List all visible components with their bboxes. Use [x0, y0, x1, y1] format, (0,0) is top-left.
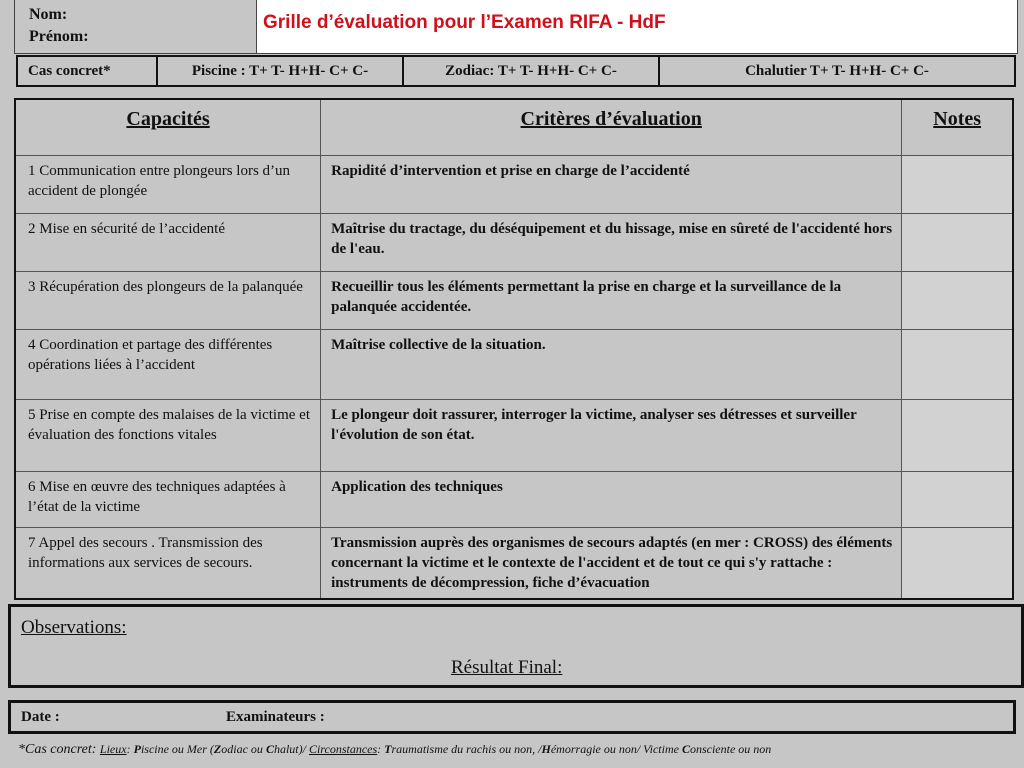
footnote-text: raumatisme du rachis ou non, /: [391, 742, 542, 756]
footnote-text: émorragie ou non/ Victime: [550, 742, 682, 756]
observations-label: Observations:: [21, 617, 127, 638]
footnote-text: :: [377, 742, 385, 756]
footnote-initial: H: [541, 742, 551, 756]
note-cell[interactable]: [902, 329, 1013, 399]
critere-cell: Rapidité d’intervention et prise en charge de l’accidenté: [321, 155, 902, 213]
table-row: [15, 527, 1013, 599]
footnote-circonstances-label: Circonstances: [308, 742, 378, 756]
result-final-label: Résultat Final:: [451, 657, 563, 678]
date-label: Date :: [21, 709, 60, 725]
cas-zodiac-cell[interactable]: Zodiac: T+ T- H+H- C+ C-: [402, 57, 658, 85]
prenom-label: Prénom:: [29, 28, 89, 45]
header-capacites: Capacités: [15, 99, 321, 155]
capacite-cell: 3 Récupération des plongeurs de la palanquée: [15, 271, 321, 329]
note-cell[interactable]: [902, 155, 1013, 213]
capacite-cell: 6 Mise en œuvre des techniques adaptées à l’état de la victime: [15, 471, 321, 527]
footnote-initial: C: [265, 742, 274, 756]
note-cell[interactable]: [902, 271, 1013, 329]
footnote-initial: Z: [213, 742, 222, 756]
footnote-text: odiac ou: [221, 742, 266, 756]
capacite-cell: 5 Prise en compte des malaises de la victime et évaluation des fonctions vitales: [15, 399, 321, 471]
note-cell[interactable]: [902, 399, 1013, 471]
date-examinateurs-box[interactable]: [8, 700, 1016, 734]
evaluation-table: [14, 98, 1014, 600]
critere-cell: Recueillir tous les éléments permettant la prise en charge et la surveillance de la palanquée accidentée.: [321, 271, 902, 329]
footnote-initial: T: [384, 742, 392, 756]
page-title: Grille d’évaluation pour l’Examen RIFA - HdF: [257, 0, 1018, 54]
cas-chalutier-cell[interactable]: Chalutier T+ T- H+H- C+ C-: [658, 57, 1014, 85]
footnote-text: onsciente ou non: [689, 742, 772, 756]
capacite-cell: 7 Appel des secours . Transmission des informations aux services de secours.: [15, 527, 321, 599]
capacite-cell: 4 Coordination et partage des différentes opérations liées à l’accident: [15, 329, 321, 399]
capacite-cell: 1 Communication entre plongeurs lors d’un accident de plongée: [15, 155, 321, 213]
table-row: [15, 271, 1013, 329]
note-cell[interactable]: [902, 471, 1013, 527]
name-box: [14, 0, 257, 54]
table-row: [15, 155, 1013, 213]
footnote-text: halut)/: [273, 742, 309, 756]
table-row: [15, 213, 1013, 271]
footnote-text: iscine ou Mer (: [140, 742, 214, 756]
footnote-lieux-label: Lieux: [99, 742, 127, 756]
header: [14, 0, 1018, 54]
table-row: [15, 329, 1013, 399]
cas-concret-label: Cas concret*: [28, 62, 111, 79]
nom-label: Nom:: [29, 6, 68, 23]
critere-cell: Maîtrise du tractage, du déséquipement et du hissage, mise en sûreté de l'accidenté hors de l'eau.: [321, 213, 902, 271]
table-row: [15, 399, 1013, 471]
critere-cell: Transmission auprès des organismes de secours adaptés (en mer : CROSS) des éléments concernant la victime et le contexte de l'accident et de tout ce qui s'y rattache : instruments de décompression, fiche d’évacuation: [321, 527, 902, 599]
critere-cell: Maîtrise collective de la situation.: [321, 329, 902, 399]
cas-piscine-cell[interactable]: Piscine : T+ T- H+H- C+ C-: [156, 57, 402, 85]
footnote-initial: C: [681, 742, 690, 756]
table-row: [15, 471, 1013, 527]
examinateurs-label: Examinateurs :: [226, 709, 325, 725]
note-cell[interactable]: [902, 527, 1013, 599]
critere-cell: Application des techniques: [321, 471, 902, 527]
header-notes: Notes: [902, 99, 1013, 155]
footnote-text: :: [126, 742, 134, 756]
note-cell[interactable]: [902, 213, 1013, 271]
footnote-initial: P: [133, 742, 141, 756]
capacite-cell: 2 Mise en sécurité de l’accidenté: [15, 213, 321, 271]
observations-box[interactable]: [8, 604, 1024, 688]
footnote-prefix: *Cas concret:: [18, 742, 100, 757]
cas-concret-row: [16, 55, 1016, 87]
critere-cell: Le plongeur doit rassurer, interroger la victime, analyser ses détresses et surveiller l'évolution de son état.: [321, 399, 902, 471]
footnote: [18, 742, 771, 758]
table-header-row: [15, 99, 1013, 155]
header-criteres: Critères d’évaluation: [321, 99, 902, 155]
